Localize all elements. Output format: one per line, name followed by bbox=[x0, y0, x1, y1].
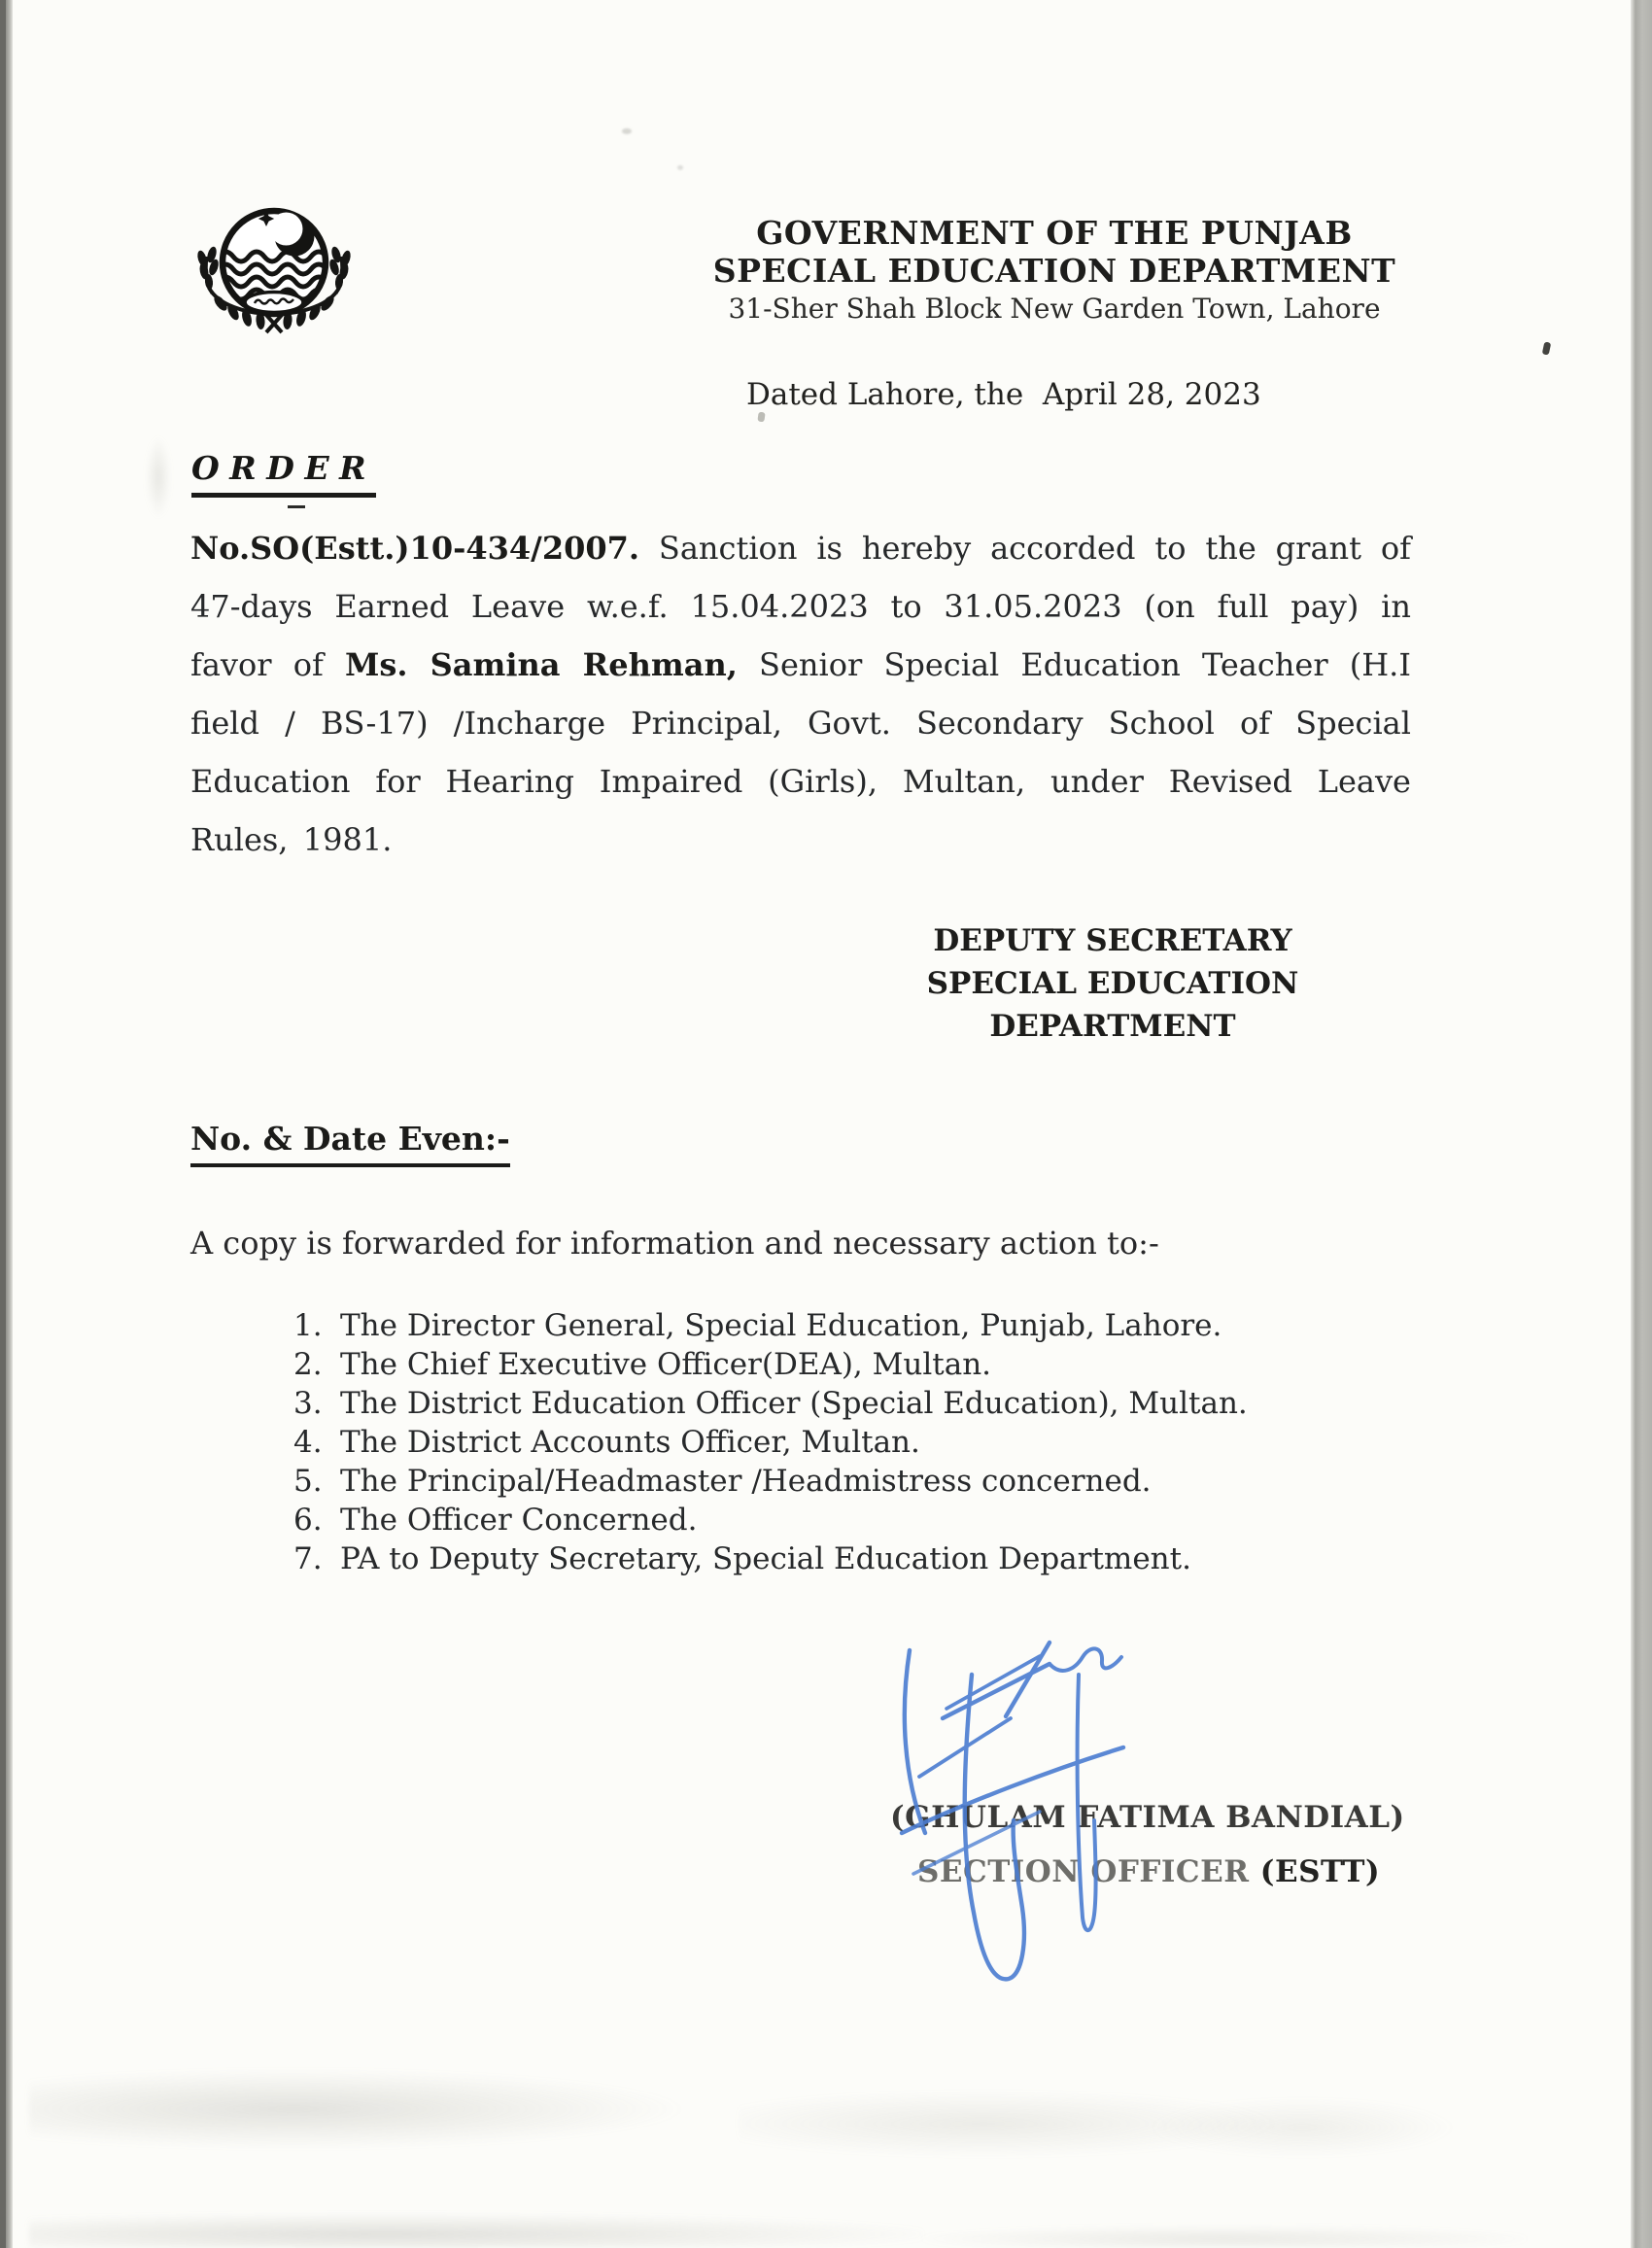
handwritten-signature bbox=[855, 1621, 1166, 2010]
signatory-title-role: SECTION OFFICER bbox=[917, 1854, 1260, 1889]
scan-smudge bbox=[146, 435, 171, 519]
item-number: 2. bbox=[293, 1347, 323, 1382]
org-name-line2: SPECIAL EDUCATION DEPARTMENT bbox=[712, 252, 1396, 290]
scan-edge-right bbox=[1631, 0, 1652, 2248]
dated-line: Dated Lahore, the April 28, 2023 bbox=[746, 377, 1261, 412]
distribution-heading: No. & Date Even:- bbox=[190, 1120, 510, 1167]
scan-smudge bbox=[923, 2226, 1526, 2248]
distribution-item bbox=[293, 1501, 1421, 1539]
scan-speck bbox=[622, 128, 632, 134]
order-heading: ORDER bbox=[191, 449, 376, 498]
authority-line3: DEPARTMENT bbox=[989, 1009, 1236, 1044]
scan-mark bbox=[1542, 341, 1552, 355]
order-body-part1: Sanction is hereby accorded to the grant of 47-days Earned Leave w.e.f. 15.04.2023 to 31.05.2023 (on full pay) in favor of bbox=[190, 530, 1411, 683]
distribution-item bbox=[293, 1345, 1421, 1384]
order-reference: No.SO(Estt.)10-434/2007. bbox=[190, 530, 640, 567]
letterhead bbox=[671, 214, 1438, 327]
item-text: The District Accounts Officer, Multan. bbox=[340, 1425, 920, 1460]
distribution-item bbox=[293, 1539, 1421, 1578]
item-number: 5. bbox=[293, 1464, 323, 1499]
item-number: 1. bbox=[293, 1308, 323, 1343]
order-paragraph bbox=[190, 519, 1411, 869]
item-text: The Director General, Special Education, Punjab, Lahore. bbox=[340, 1308, 1222, 1343]
order-body-part2: Senior Special Education Teacher (H.I field / BS-17) /Incharge Principal, Govt. Secondary School of Special Education for Hearing Impaired (Girls), Multan, under Revised Leave Rules, 1981. bbox=[190, 646, 1411, 858]
distribution-list bbox=[293, 1306, 1421, 1578]
order-underline-mark bbox=[288, 505, 305, 508]
org-address: 31-Sher Shah Block New Garden Town, Lahore bbox=[728, 293, 1381, 325]
scan-mark bbox=[757, 412, 765, 423]
authority-line1: DEPUTY SECRETARY bbox=[933, 923, 1292, 958]
urdu-banner bbox=[245, 293, 303, 313]
item-text: The Principal/Headmaster /Headmistress concerned. bbox=[340, 1464, 1152, 1499]
authority-line2: SPECIAL EDUCATION bbox=[926, 966, 1299, 1001]
scan-edge-left bbox=[0, 0, 13, 2248]
scan-speck bbox=[677, 165, 683, 170]
scan-smudge bbox=[739, 2090, 1283, 2158]
scan-smudge bbox=[29, 2068, 690, 2150]
item-text: The District Education Officer (Special Education), Multan. bbox=[340, 1386, 1248, 1421]
item-text: The Chief Executive Officer(DEA), Multan. bbox=[340, 1347, 992, 1382]
authority-block bbox=[904, 919, 1322, 1048]
signatory-name: (GHULAM FATIMA BANDIAL) bbox=[890, 1800, 1405, 1835]
scan-smudge bbox=[29, 2214, 923, 2248]
distribution-item bbox=[293, 1423, 1421, 1462]
signatory-title-suffix: (ESTT) bbox=[1259, 1854, 1381, 1889]
org-name-line1: GOVERNMENT OF THE PUNJAB bbox=[756, 214, 1353, 252]
item-number: 6. bbox=[293, 1503, 323, 1538]
distribution-intro: A copy is forwarded for information and necessary action to:- bbox=[190, 1225, 1159, 1262]
item-number: 4. bbox=[293, 1425, 323, 1460]
item-text: The Officer Concerned. bbox=[340, 1503, 698, 1538]
garland-cross bbox=[266, 315, 282, 332]
distribution-item bbox=[293, 1306, 1421, 1345]
distribution-item bbox=[293, 1462, 1421, 1501]
distribution-item bbox=[293, 1384, 1421, 1423]
item-text: PA to Deputy Secretary, Special Education Department. bbox=[340, 1541, 1191, 1576]
grantee-name: Ms. Samina Rehman, bbox=[344, 646, 738, 683]
punjab-emblem-logo bbox=[177, 200, 371, 352]
scan-smudge bbox=[1147, 2097, 1458, 2158]
item-number: 7. bbox=[293, 1541, 323, 1576]
item-number: 3. bbox=[293, 1386, 323, 1421]
